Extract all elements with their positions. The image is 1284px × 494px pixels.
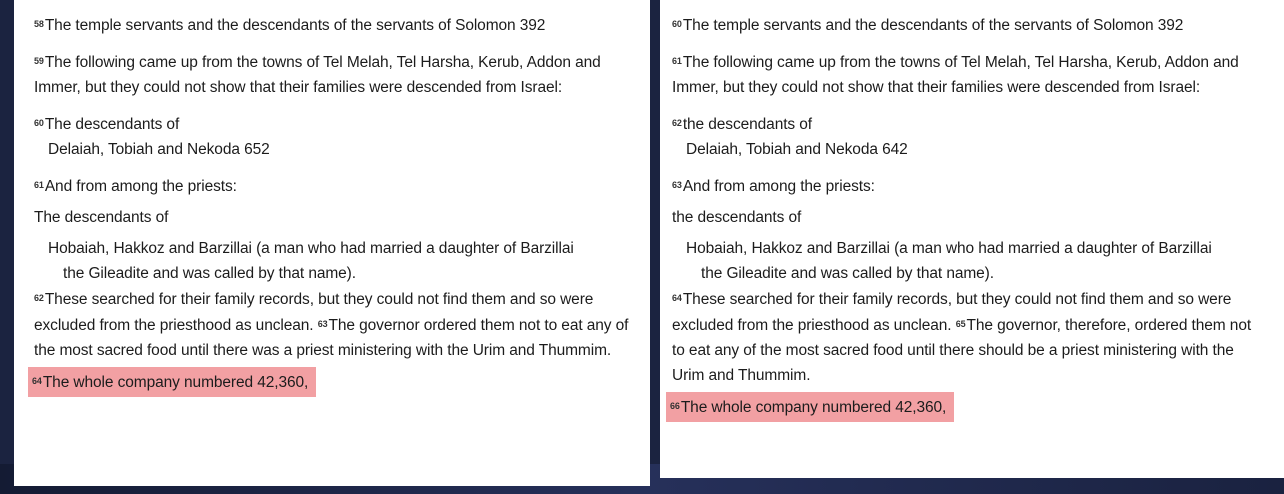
verse-line bbox=[34, 261, 640, 286]
verse-text: Delaiah, Tobiah and Nekoda 652 bbox=[48, 141, 270, 158]
verse-line bbox=[672, 236, 1274, 261]
verse-number: 62 bbox=[672, 118, 682, 128]
highlighted-verse bbox=[28, 367, 316, 397]
verse-text: The descendants of bbox=[44, 116, 180, 133]
verse-line bbox=[672, 205, 1274, 230]
verse-text: And from among the priests: bbox=[44, 178, 237, 195]
verse-64 bbox=[34, 367, 640, 397]
verse-line bbox=[34, 236, 640, 261]
verse-text: These searched for their family records, but they could not find them and so were excluded from the priesthood as unclean. bbox=[34, 291, 594, 334]
verse-number: 58 bbox=[34, 19, 44, 29]
verse-text: The whole company numbered 42,360, bbox=[680, 399, 947, 416]
verse-number: 60 bbox=[34, 118, 44, 128]
verse-number: 64 bbox=[672, 293, 682, 303]
verse-number: 60 bbox=[672, 19, 682, 29]
verse-number: 62 bbox=[34, 293, 44, 303]
verse-line bbox=[34, 205, 640, 230]
verse-text: The descendants of bbox=[34, 209, 169, 226]
verse-text: the descendants of bbox=[682, 116, 812, 133]
verse-text: The whole company numbered 42,360, bbox=[42, 374, 309, 391]
verse-text: the Gileadite and was called by that name). bbox=[63, 265, 356, 282]
verse-text: These searched for their family records, but they could not find them and so were excluded from the priesthood as unclean. bbox=[672, 291, 1232, 334]
verse-62 bbox=[672, 111, 1274, 137]
verse-60 bbox=[672, 12, 1274, 38]
verse-62-63 bbox=[34, 286, 634, 363]
verse-line bbox=[34, 137, 640, 162]
verse-text: The following came up from the towns of Tel Melah, Tel Harsha, Kerub, Addon and Immer, but they could not show that their families were descended from Israel: bbox=[34, 54, 601, 96]
verse-number: 59 bbox=[34, 56, 44, 66]
verse-61 bbox=[34, 173, 640, 199]
verse-text: Delaiah, Tobiah and Nekoda 642 bbox=[686, 141, 908, 158]
verse-number: 65 bbox=[955, 319, 966, 329]
verse-text: And from among the priests: bbox=[682, 178, 875, 195]
verse-63 bbox=[672, 173, 1274, 199]
verse-text: The temple servants and the descendants of the servants of Solomon 392 bbox=[44, 17, 546, 34]
verse-number: 66 bbox=[670, 401, 680, 411]
verse-text: The governor, therefore, ordered them not to eat any of the most sacred food until there should be a priest ministering with the Urim and Thummim. bbox=[672, 317, 1252, 384]
verse-line bbox=[672, 261, 1274, 286]
verse-64-65 bbox=[672, 286, 1267, 388]
verse-text: Hobaiah, Hakkoz and Barzillai (a man who had married a daughter of Barzillai bbox=[686, 240, 1212, 257]
verse-59 bbox=[34, 49, 634, 100]
verse-66 bbox=[672, 392, 1274, 422]
verse-61 bbox=[672, 49, 1267, 100]
verse-text: The temple servants and the descendants of the servants of Solomon 392 bbox=[682, 17, 1184, 34]
verse-text: the descendants of bbox=[672, 209, 802, 226]
highlighted-verse bbox=[666, 392, 954, 422]
verse-number: 61 bbox=[672, 56, 682, 66]
left-text-panel bbox=[14, 0, 650, 486]
verse-text: The following came up from the towns of Tel Melah, Tel Harsha, Kerub, Addon and Immer, but they could not show that their families were descended from Israel: bbox=[672, 54, 1239, 96]
verse-number: 63 bbox=[317, 319, 328, 329]
right-text-panel bbox=[660, 0, 1284, 478]
verse-58 bbox=[34, 12, 640, 38]
verse-number: 64 bbox=[32, 376, 42, 386]
verse-text: Hobaiah, Hakkoz and Barzillai (a man who had married a daughter of Barzillai bbox=[48, 240, 574, 257]
verse-number: 63 bbox=[672, 180, 682, 190]
verse-text: The governor ordered them not to eat any of the most sacred food until there was a priest ministering with the Urim and Thummim. bbox=[34, 317, 629, 359]
verse-line bbox=[672, 137, 1274, 162]
verse-text: the Gileadite and was called by that name). bbox=[701, 265, 994, 282]
verse-60 bbox=[34, 111, 640, 137]
verse-number: 61 bbox=[34, 180, 44, 190]
